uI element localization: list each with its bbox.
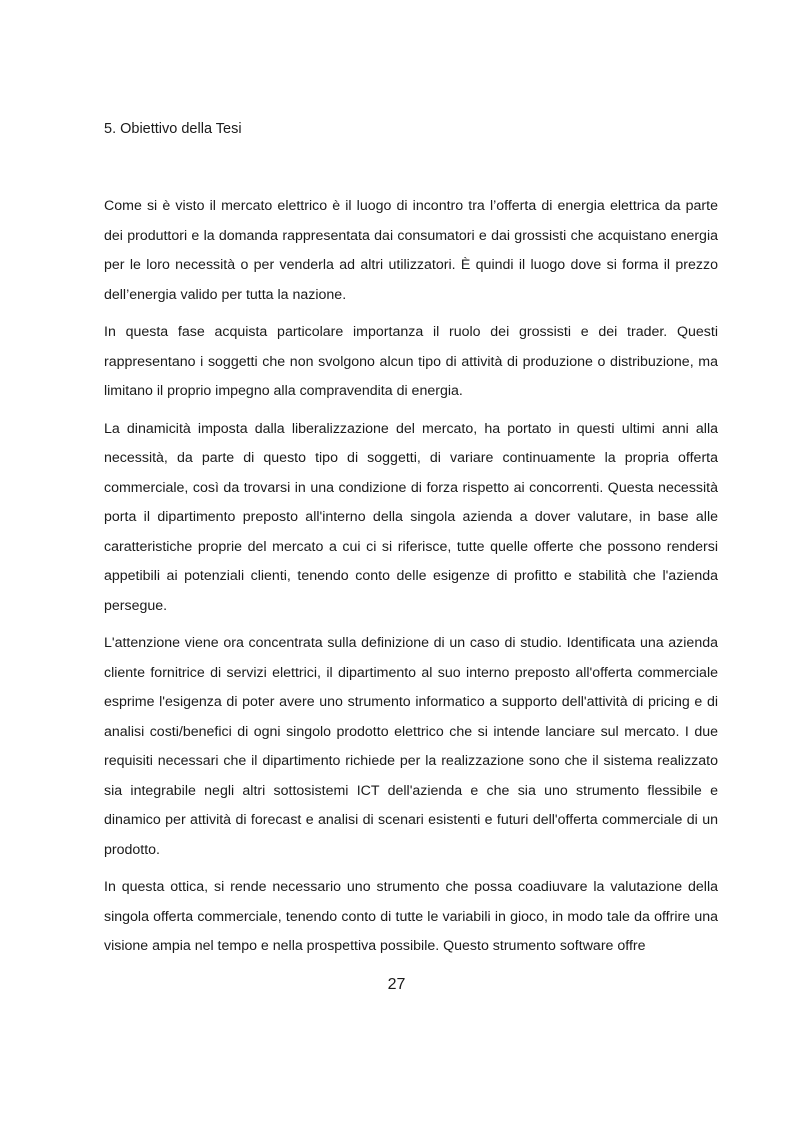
page-number: 27: [387, 976, 406, 993]
body-text: [104, 192, 718, 970]
paragraph-3: La dinamicità imposta dalla liberalizzazione del mercato, ha portato in questi ultimi anni alla necessità, da parte di questo tipo di soggetti, di variare continuamente la propria offerta commerciale, così da trovarsi in una condizione di forza rispetto ai concorrenti. Questa necessità porta il dipartimento preposto all'interno della singola azienda a dover valutare, in base alle caratteristiche proprie del mercato a cui ci si riferisce, tutte quelle offerte che possono rendersi appetibili ai potenziali clienti, tenendo conto delle esigenze di profitto e stabilità che l'azienda persegue.: [104, 420, 718, 614]
paragraph-5: In questa ottica, si rende necessario uno strumento che possa coadiuvare la valutazione della singola offerta commerciale, tenendo conto di tutte le variabili in gioco, in modo tale da offrire una visione ampia nel tempo e nella prospettiva possibile. Questo strumento software offre: [104, 879, 718, 954]
paragraph-1: Come si è visto il mercato elettrico è il luogo di incontro tra l’offerta di energia elettrica da parte dei produttori e la domanda rappresentata dai consumatori e dai grossisti che acquistano energia per le loro necessità o per venderla ad altri utilizzatori. È quindi il luogo dove si forma il prezzo dell’energia valido per tutta la nazione.: [104, 198, 718, 303]
paragraph-2: In questa fase acquista particolare importanza il ruolo dei grossisti e dei trader. Questi rappresentano i soggetti che non svolgono alcun tipo di attività di produzione o distribuzione, ma limitano il proprio impegno alla compravendita di energia.: [104, 324, 718, 399]
paragraph-4: L'attenzione viene ora concentrata sulla definizione di un caso di studio. Identificata una azienda cliente fornitrice di servizi elettrici, il dipartimento al suo interno preposto all'offerta commerciale esprime l'esigenza di poter avere uno strumento informatico a supporto dell'attività di pricing e di analisi costi/benefici di ogni singolo prodotto elettrico che si intende lanciare sul mercato. I due requisiti necessari che il dipartimento richiede per la realizzazione sono che il sistema realizzato sia integrabile negli altri sottosistemi ICT dell'azienda e che sia uno strumento flessibile e dinamico per attività di forecast e analisi di scenari esistenti e futuri dell'offerta commerciale di un prodotto.: [104, 635, 718, 858]
section-heading: 5. Obiettivo della Tesi: [104, 121, 242, 137]
